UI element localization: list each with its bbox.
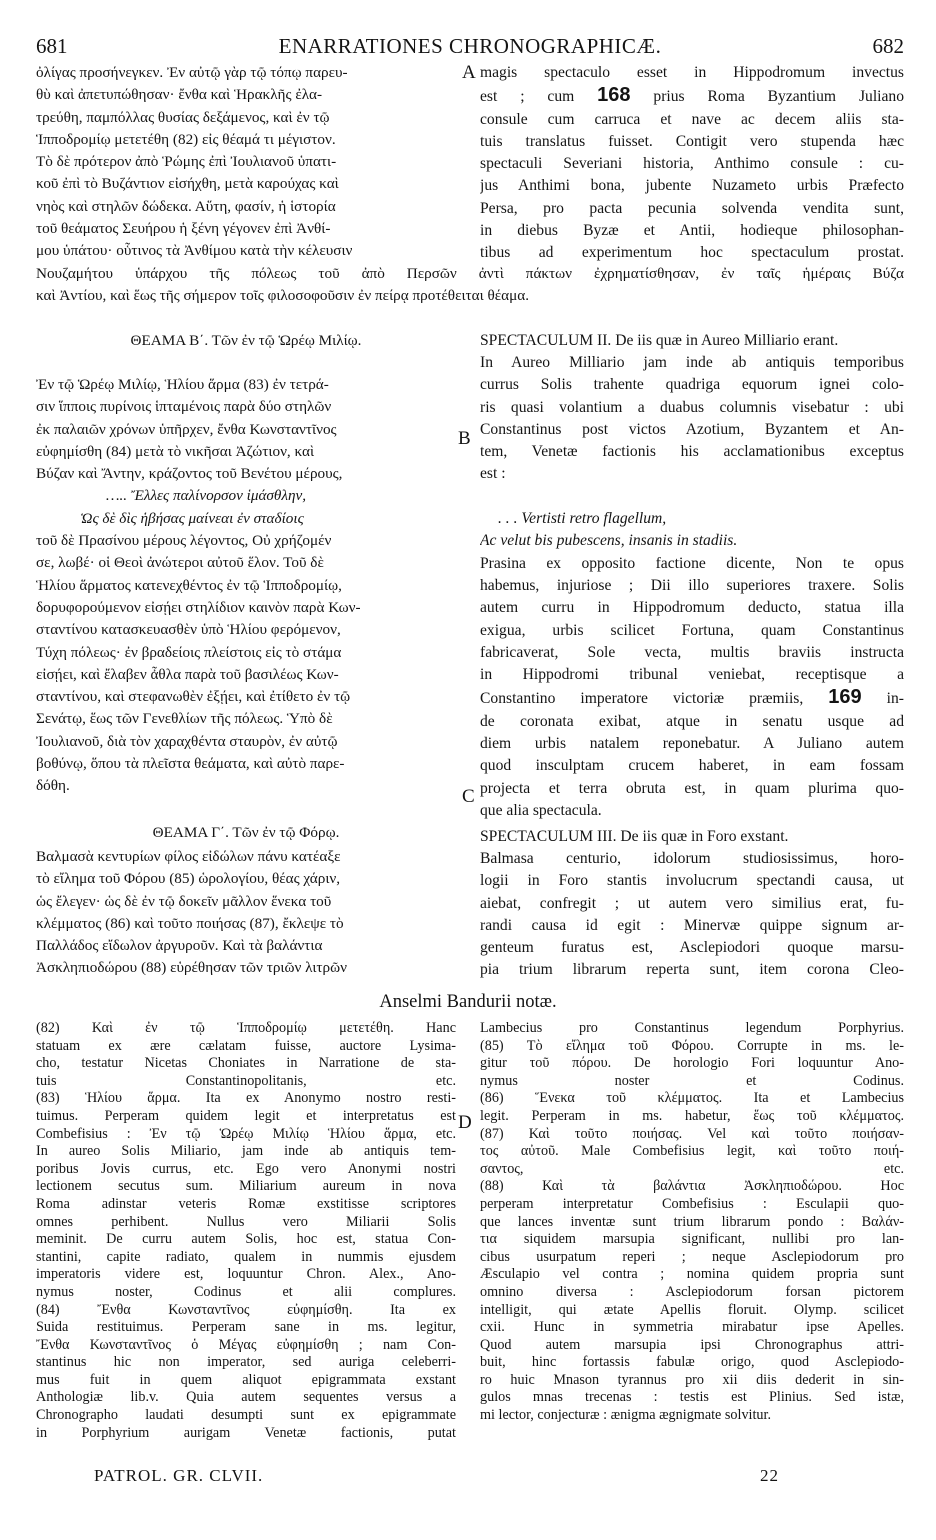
- column-number: 169: [828, 686, 862, 709]
- heading-text: SPECTACULUM III. De iis quæ in Foro exstant.: [480, 828, 789, 845]
- text-line: ἐκ παλαιῶν χρόνων ὑπῆρχεν, ἔνθα Κωνσταντῖνος: [36, 420, 337, 438]
- note-line: cibus usurpatum reperi ; neque Asclepiodorum pro: [480, 1248, 904, 1265]
- margin-marker-d: D: [458, 1112, 472, 1133]
- text-line: spectaculi Severiani historia, Anthimo consule : cu-: [480, 155, 904, 173]
- text-line: Ἡλίου ἅρματος κατενεχθέντος ἐν τῷ Ἱπποδρομίῳ,: [36, 576, 342, 594]
- note-line: nymus noster et Codinus.: [480, 1072, 904, 1089]
- text-line: genteum furatus est, Asclepiodori quoque marsu-: [480, 939, 904, 957]
- note-line: legit. Perperam in ms. habetur, ἕως τοῦ κλέμματος.: [480, 1107, 904, 1124]
- text-line: aiebat, confregit ; ut autem vero similius erat, fu-: [480, 894, 904, 912]
- text-line: de coronata exibat, atque in senatu usque ad: [480, 712, 904, 730]
- note-line: (87) Καὶ τοῦτο ποιήσας. Vel καὶ τοῦτο ποιήσαν-: [480, 1125, 904, 1142]
- note-line: omnino diversa : Asclepiodorum forsan pictorem: [480, 1283, 904, 1300]
- section3-greek-heading: [36, 822, 456, 844]
- text-line: jus Anthimi bona, jubente Nuzameto urbis Præfecto: [480, 177, 904, 195]
- text-line: Balmasa centurio, idolorum studiosissimus, horo-: [480, 850, 904, 867]
- text-line: autem curru in Hippodromum deducto, statua illa: [480, 599, 904, 617]
- text-line: in diebus Byzæ et Antii, hodieque philosophan-: [480, 222, 904, 240]
- note-line: Combefisius : Ἐν τῷ Ὡρέῳ Μιλίῳ Ἡλίου ἅρμα, etc.: [36, 1125, 456, 1142]
- note-line: statuam ex ære cælatam fuisse, auctore Lysima-: [36, 1037, 456, 1054]
- text-line: δόθη.: [36, 777, 70, 795]
- column-number: 168: [597, 84, 631, 107]
- text-line: ὀλίγας προσήνεγκεν. Ἐν αὐτῷ γὰρ τῷ τόπῳ παρευ-: [36, 64, 348, 81]
- greek-wide-lines: [36, 263, 904, 308]
- text-line: Constantinus post victos Azotium, Byzantem et An-: [480, 420, 904, 438]
- note-line: Roma adinstar veteris Romæ exstitisse scriptores: [36, 1195, 456, 1212]
- text-line: σιν ἵπποις πυρίνοις ἱπταμένοις παρὰ δύο στηλῶν: [36, 398, 332, 416]
- text-line: In Aureo Milliario jam inde ab antiquis temporibus: [480, 354, 904, 371]
- text-line: magis spectaculo esset in Hippodromum invectus: [480, 64, 904, 81]
- note-line: nymus noster, Codinus et alii complures.: [36, 1283, 456, 1300]
- verse-line: Ac velut bis pubescens, insanis in stadiis.: [480, 532, 738, 550]
- verse-line: ….. Ἔλλες παλίνορσον ἱμάσθλην,: [106, 487, 307, 505]
- text-line: βοθύνῳ, ὅπου τὰ πλεῖστα θεάματα, καὶ αὐτὸ παρε-: [36, 755, 345, 773]
- text-line: consule cum carruca et nave ac decem aliis sta-: [480, 110, 904, 128]
- text-line: ris quasi volantium a duabus columnis visebatur : ubi: [480, 398, 904, 416]
- note-line: omnes perhibent. Nullus vero Miliarii Solis: [36, 1213, 456, 1230]
- text-line: pia trium librarum reperta sunt, item corona Cleo-: [480, 961, 904, 979]
- note-line: stantinus hic non imperator, sed auriga celeberri-: [36, 1354, 456, 1371]
- note-line: in Porphyrium aurigam Venetæ factionis, putat: [36, 1424, 456, 1441]
- note-line: stantini, capite radiato, qualem in nummis ejusdem: [36, 1248, 456, 1265]
- footer-signature: 22: [760, 1466, 779, 1485]
- text-line: Persa, pro pacta pecunia solvenda vendita sunt,: [480, 199, 904, 217]
- note-line: (84) Ἔνθα Κωνσταντῖνος εὐφημίσθη. Ita ex: [36, 1301, 456, 1318]
- note-line: que lances inventæ sunt trium librarum pondo : Βαλάν-: [480, 1213, 904, 1230]
- section3-greek-text: [36, 846, 456, 980]
- text-line: εὐφημίσθη (84) μετὰ τὸ νικῆσαι Ἀζώτιον, καὶ: [36, 442, 315, 460]
- note-line: In aureo Solis Miliario, jam inde ab antiquis tem-: [36, 1143, 456, 1160]
- text-line: in Hippodromi tribunal veniebat, receptisque a: [480, 666, 904, 684]
- text-line: Τὸ δὲ πρότερον ἀπὸ Ῥώμης ἐπὶ Ἰουλιανοῦ ὑπατι-: [36, 153, 337, 171]
- text-line: Constantino imperatore victoriæ præmiis, 169 in-: [480, 686, 904, 709]
- text-line: τοῦ θεάματος Σευήρου ἡ ξένη γέγονεν ἐπὶ Ἀνθί-: [36, 220, 331, 238]
- notes-title: Anselmi Bandurii notæ.: [379, 992, 557, 1012]
- text-line: νηὸς καὶ στηλῶν δώδεκα. Αὕτη, φασίν, ἡ ἱστορία: [36, 197, 336, 215]
- text-line: Σενάτῳ, ἕως τῶν Γενεθλίων τῆς πόλεως. Ὑπὸ δὲ: [36, 710, 333, 728]
- text-line: θὺ καὶ ἀπετυπώθησαν· ἔνθα καὶ Ἡρακλῆς ἐλα-: [36, 86, 323, 104]
- section3-latin-heading: [480, 826, 904, 848]
- text-line: Βύζαν καὶ Ἄντην, κράζοντος τοῦ Βενέτου μέρους,: [36, 465, 343, 483]
- notes-left-column: [36, 1020, 456, 1442]
- note-line: lectionem secutus sum. Miliarium aureum in nova: [36, 1178, 456, 1195]
- note-line: ro huic Mnason tyrannus pro xii diis dederit in sin-: [480, 1371, 904, 1388]
- text-line: Τύχη πόλεως· ἐν βραδείοις πλείστοις εἰς τὸ στάμα: [36, 643, 342, 661]
- note-line: (82) Καὶ ἐν τῷ Ἱπποδρομίῳ μετετέθη. Hanc: [36, 1020, 456, 1036]
- verse-line: Ὡς δὲ δὶς ἡβήσας μαίνεαι ἐν σταδίοις: [80, 509, 304, 527]
- text-line: ὡς ἔλεγεν· ὡς δὲ ἐν τῷ δοκεῖν μᾶλλον ἕνεκα τοῦ: [36, 892, 332, 910]
- section3-latin-text: [480, 848, 904, 982]
- text-line: τὸ εἴλημα τοῦ Φόρου (85) ὡρολογίου, θέας χάριν,: [36, 870, 341, 888]
- text-line: logii in Foro stantis involucrum spectandi causa, ut: [480, 872, 904, 890]
- text-line: que alia spectacula.: [480, 801, 602, 819]
- note-line: Ἔνθα Κωνσταντῖνος ὁ Μέγας εὐφημίσθη ; nam Con-: [36, 1336, 456, 1353]
- text-line: καὶ Ἀντίου, καὶ ἕως τῆς σήμερον τοῖς φιλοσοφοῦσιν ἐν πείρᾳ προτέθειται θέαμα.: [36, 287, 529, 305]
- note-line: (83) Ἡλίου ἅρμα. Ita ex Anonymo nostro resti-: [36, 1090, 456, 1107]
- text-line: Ἱπποδρομίῳ μετετέθη (82) εἰς θέαμά τι μέγιστον.: [36, 130, 336, 148]
- note-line: Lambecius pro Constantinus legendum Porphyrius.: [480, 1020, 904, 1036]
- text-line: currus Solis trahente quadriga equorum ignei colo-: [480, 376, 904, 394]
- text-line: habemus, injuriose ; Dii illo superiores traxere. Solis: [480, 576, 904, 594]
- note-line: (86) Ἕνεκα τοῦ κλέμματος. Ita et Lambecius: [480, 1090, 904, 1107]
- text-line: exigua, urbis scilicet Fortuna, quam Constantinus: [480, 621, 904, 639]
- text-line: Prasina ex opposito factione dicente, Non te opus: [480, 554, 904, 572]
- margin-marker-a: A: [462, 62, 476, 83]
- section2-greek-heading: [36, 330, 456, 352]
- note-line: Anthologiæ lib.v. Quia autem sequentes versus a: [36, 1389, 456, 1406]
- text-line: tem, Venetæ factionis his acclamationibus exceptus: [480, 443, 904, 461]
- note-line: poribus Jovis currus, etc. Ego vero Anonymi nostri: [36, 1160, 456, 1177]
- latin-column-top: [480, 62, 904, 265]
- text-line: σταντίνου, καὶ στεφανωθὲν ἐξῄει, καὶ ἐτίθετο ἐν τῷ: [36, 688, 351, 706]
- text-line: tibus ad experimentum hoc spectaculum prostat.: [480, 244, 904, 262]
- note-line: intelligit, qui ætate Apellis floruit. Olymp. scilicet: [480, 1301, 904, 1318]
- text-line: Βαλμασὰ κεντυρίων φίλος εἰδώλων πάνυ κατέαξε: [36, 848, 341, 865]
- page-number-right: 682: [872, 34, 904, 58]
- text-line: μου ὑπάτου· οὗτινος τὰ Ἀνθίμου κατὰ τὴν κέλευσιν: [36, 242, 353, 260]
- heading-text: SPECTACULUM II. De iis quæ in Aureo Milliario erant.: [480, 332, 839, 349]
- text-line: σε, λωβέ· οἱ Θεοὶ ἀνώτεροι αὐτοῦ ἕλον. Τοῦ δὲ: [36, 554, 324, 572]
- page-number-left: 681: [36, 34, 68, 58]
- text-line: Ἐν τῷ Ὡρέῳ Μιλίῳ, Ἡλίου ἅρμα (83) ἐν τετρά-: [36, 376, 329, 393]
- note-line: mi lector, conjecturæ : ænigma ægnigmate solvitur.: [480, 1407, 772, 1424]
- section2-latin-text: [480, 352, 904, 822]
- note-line: τια siquidem marsupia significant, nullibi pro lan-: [480, 1231, 904, 1248]
- note-line: meminit. De curru autem Solis, hoc est, statua Con-: [36, 1231, 456, 1248]
- text-line: projecta et terra obruta est, in quam plurima quo-: [480, 779, 904, 797]
- note-line: σαντος, etc.: [480, 1160, 904, 1177]
- spacer: [480, 486, 904, 508]
- note-line: cxii. Hunc in symmetria mirabatur ipse Apelles.: [480, 1319, 904, 1336]
- note-line: gitur τοῦ πόρου. De horologio Fori loquuntur Ano-: [480, 1055, 904, 1072]
- running-header: [36, 34, 904, 60]
- text-line: quod insculptam crucem haberet, in eam fossam: [480, 757, 904, 775]
- greek-column-top: [36, 62, 456, 263]
- text-line: tuis translatus fuisset. Contigit vero stupenda hæc: [480, 132, 904, 150]
- text-line: Νουζαμήτου ὑπάρχου τῆς πόλεως τοῦ ἀπὸ Περσῶν ἀντὶ πάκτων ἐχρηματίσθησαν, ἐν ταῖς ἡμέραις Βύζα: [36, 265, 904, 282]
- text-line: diem urbis natalem reponebatur. A Juliano autem: [480, 735, 904, 753]
- text-line: Ἰουλιανοῦ, διὰ τὸν χαραχθέντα σταυρὸν, ἐν αὐτῷ: [36, 732, 338, 750]
- text-line: est ; cum 168 prius Roma Byzantium Juliano: [480, 84, 904, 107]
- verse-line: . . . Vertisti retro flagellum,: [498, 510, 667, 528]
- note-line: tuis Constantinopolitanis, etc.: [36, 1072, 456, 1089]
- note-line: (88) Καὶ τὰ βαλάντια Ἀσκληπιοδώρου. Hoc: [480, 1178, 904, 1195]
- text-line: τοῦ δὲ Πρασίνου μέρους λέγοντος, Οὐ χρήζομέν: [36, 532, 332, 550]
- note-line: Suida restituimus. Perperam sane in ms. legitur,: [36, 1319, 456, 1336]
- note-line: cho, testatur Nicetas Choniates in Narratione de sta-: [36, 1055, 456, 1072]
- running-title: ENARRATIONES CHRONOGRAPHICÆ.: [278, 34, 662, 58]
- text-line: Ἀσκληπιοδώρου (88) εὑρέθησαν τῶν τριῶν λιτρῶν: [36, 959, 347, 977]
- heading-text: ΘΕΑΜΑ Γ΄. Τῶν ἐν τῷ Φόρῳ.: [152, 824, 340, 841]
- notes-right-column: [480, 1020, 904, 1425]
- note-line: mus fuit in quem aliquot epigrammata exstant: [36, 1371, 456, 1388]
- heading-text: ΘΕΑΜΑ Β΄. Τῶν ἐν τῷ Ὡρέῳ Μιλίῳ.: [130, 332, 362, 349]
- note-line: Quod autem marsupia ipsi Chronographus attri-: [480, 1336, 904, 1353]
- text-line: δορυφορούμενον εἰσῄει στηλίδιον καινὸν παρὰ Κων-: [36, 598, 361, 616]
- text-line: τρεύθη, παμπόλλας θυσίας δεξάμενος, καὶ ἐν τῷ: [36, 108, 330, 126]
- text-line: est :: [480, 465, 506, 483]
- note-line: (85) Τὸ εἴλημα τοῦ Φόρου. Corrupte in ms. le-: [480, 1037, 904, 1054]
- text-line: κλέμματος (86) καὶ τοῦτο ποιήσας (87), ἔκλεψε τὸ: [36, 914, 344, 932]
- text-line: εἰσῄει, καὶ ἔλαβεν ἆθλα παρὰ τοῦ βασιλέως Κων-: [36, 665, 339, 683]
- text-line: fabricaverat, Sole vecta, multis braviis instructa: [480, 643, 904, 661]
- note-line: imperatoris videre est, loquuntur Chron. Alex., Ano-: [36, 1266, 456, 1283]
- text-line: randi causa id egit : Minervæ quippe signum ar-: [480, 916, 904, 934]
- section2-latin-heading: [480, 330, 904, 352]
- note-line: tuimus. Perperam quidem legit et interpretatus est: [36, 1107, 456, 1124]
- text-line: σταντίνου κατασκευασθὲν ὑπὸ Ἡλίου φερόμενον,: [36, 621, 341, 639]
- text-line: κοῦ ἐπὶ τὸ Βυζάντιον εἰσήχθη, μετὰ καρούχας καὶ: [36, 175, 339, 193]
- note-line: buit, hinc fortassis fabulæ origo, quod Asclepiodo-: [480, 1354, 904, 1371]
- note-line: Chronographo laudati desumpti sunt ex epigrammate: [36, 1407, 456, 1424]
- note-line: Æsculapio vel contra ; nomina quidem propria sunt: [480, 1266, 904, 1283]
- note-line: τος αὐτοῦ. Male Combefisius legit, καὶ τοῦτο ποιή-: [480, 1143, 904, 1160]
- section2-greek-text: [36, 374, 456, 798]
- margin-marker-c: C: [462, 786, 475, 807]
- text-line: Παλλάδος εἴδωλον ἀργυροῦν. Καὶ τὰ βαλάντια: [36, 937, 323, 955]
- margin-marker-b: B: [458, 428, 471, 449]
- note-line: gulos mnas trecenas : testis est Plinius. Sed istæ,: [480, 1389, 904, 1406]
- footer-volume: PATROL. GR. CLVII.: [94, 1466, 264, 1485]
- note-line: perperam interpretatur Combefisius : Esculapii quo-: [480, 1195, 904, 1212]
